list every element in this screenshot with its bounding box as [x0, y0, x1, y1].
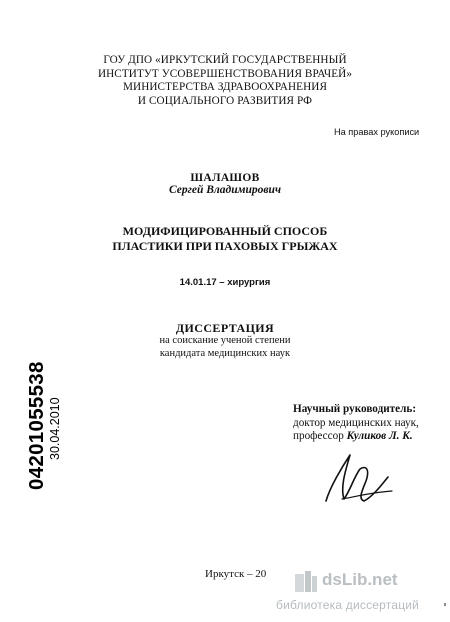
scan-mark — [444, 603, 446, 606]
watermark — [276, 568, 450, 622]
author-name: Сергей Владимирович — [169, 184, 281, 196]
stamp-date: 30.04.2010 — [48, 397, 62, 460]
supervisor-heading: Научный руководитель: — [293, 403, 417, 415]
institution-line: МИНИСТЕРСТВА ЗДРАВООХРАНЕНИЯ — [122, 81, 328, 94]
dissertation-heading: ДИССЕРТАЦИЯ — [175, 321, 275, 335]
city-year: Иркутск – 20 — [205, 568, 267, 580]
institution-line: ГОУ ДПО «ИРКУТСКИЙ ГОСУДАРСТВЕННЫЙ — [103, 54, 347, 66]
supervisor-degree: доктор медицинских наук, — [293, 416, 419, 429]
library-stamp — [26, 361, 62, 490]
specialty-code: 14.01.17 – хирургия — [179, 277, 271, 288]
thesis-title-line: ПЛАСТИКИ ПРИ ПАХОВЫХ ГРЫЖАХ — [112, 239, 338, 253]
supervisor-title: профессор — [293, 430, 347, 442]
supervisor-block — [293, 403, 419, 444]
institution-line: ИНСТИТУТ УСОВЕРШЕНСТВОВАНИЯ ВРАЧЕЙ» — [97, 67, 353, 80]
manuscript-note: На правах рукописи — [334, 127, 420, 137]
dissertation-degree — [0, 335, 450, 360]
signature-image — [320, 447, 394, 507]
institution-header — [0, 54, 450, 108]
watermark-subtitle: библиотека диссертаций — [276, 598, 420, 612]
thesis-title-line: МОДИФИЦИРОВАННЫЙ СПОСОБ — [122, 224, 328, 238]
book-icon — [292, 568, 320, 596]
degree-line: на соискание ученой степени — [159, 335, 291, 346]
watermark-logo: dsLib.net — [322, 570, 398, 589]
author-surname: ШАЛАШОВ — [190, 172, 260, 184]
stamp-code: 04201055538 — [25, 361, 48, 490]
supervisor-line — [293, 430, 419, 444]
thesis-title — [0, 224, 450, 254]
supervisor-name: Куликов Л. К. — [346, 430, 413, 442]
institution-line: И СОЦИАЛЬНОГО РАЗВИТИЯ РФ — [137, 94, 313, 107]
degree-line: кандидата медицинских наук — [159, 347, 291, 359]
